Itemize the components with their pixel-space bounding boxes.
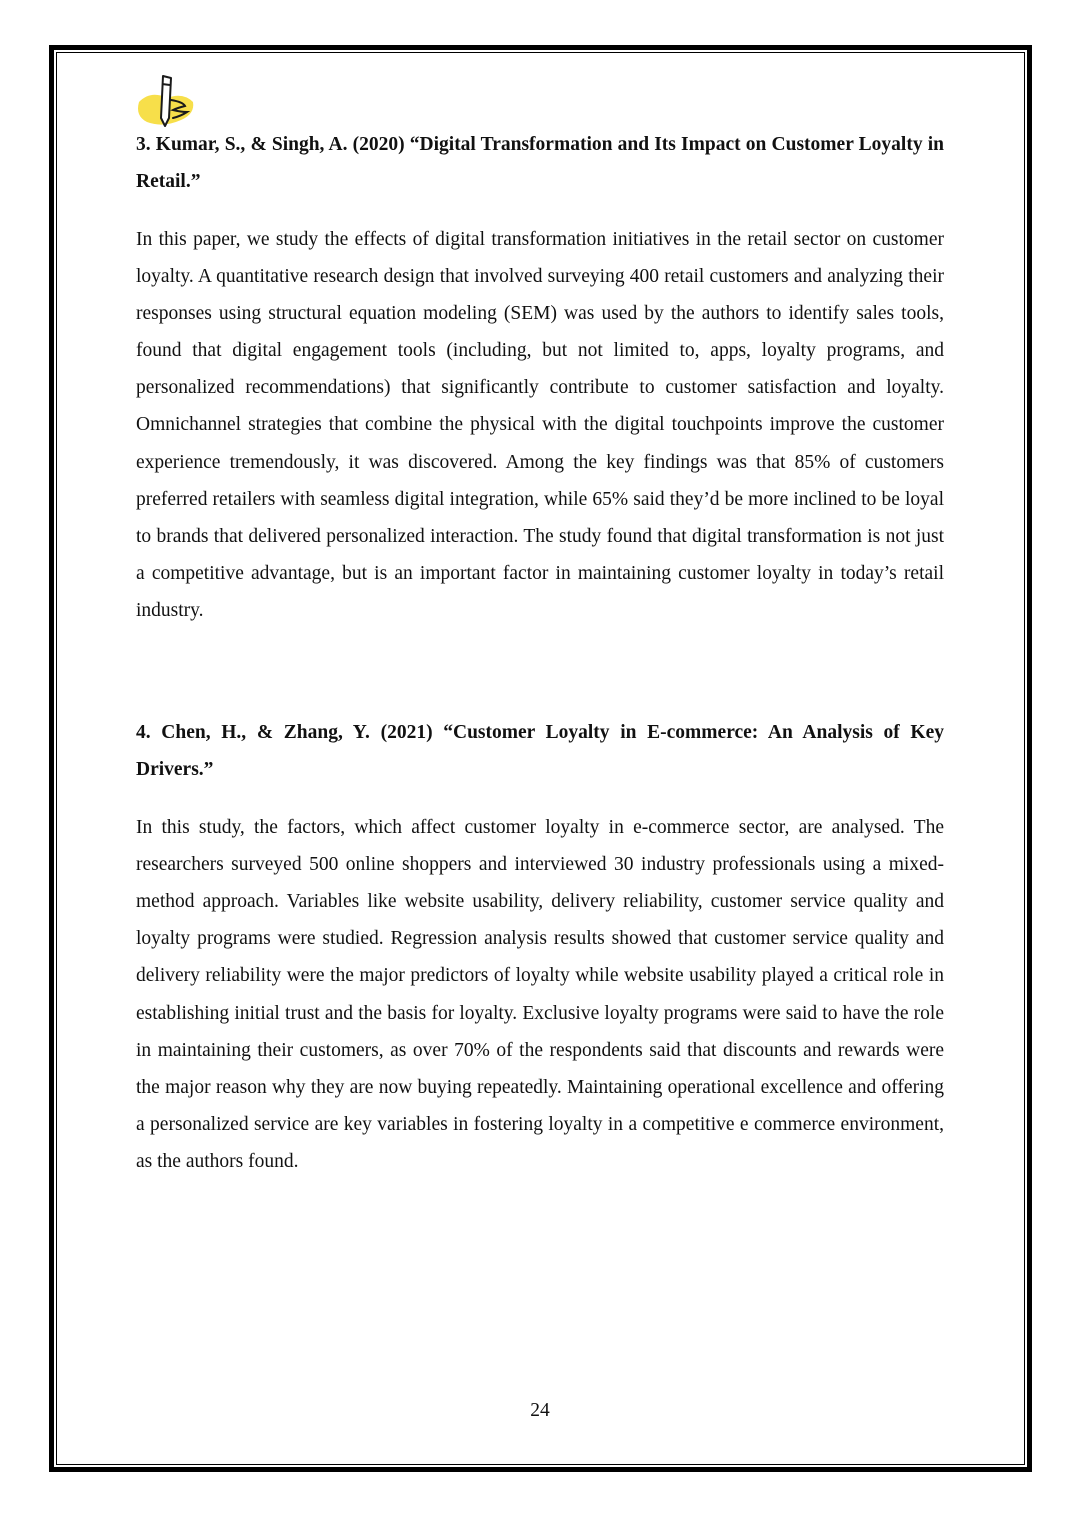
reference-4-title: 4. Chen, H., & Zhang, Y. (2021) “Customer Loyalty in E-commerce: An Analysis of Key Drivers.” [136,722,944,781]
page-number: 24 [530,1400,550,1421]
reference-4 [136,714,944,1180]
reference-3-body: In this paper, we study the effects of digital transformation initiatives in the retail sector on customer loyalty. A quantitative research design that involved surveying 400 retail customers and analyzing their responses using structural equation modeling (SEM) was used by the authors to identify sales tools, found that digital engagement tools (including, but not limited to, apps, loyalty programs, and personalized recommendations) that significantly contribute to customer satisfaction and loyalty. Omnichannel strategies that combine the physical with the digital touchpoints improve the customer experience tremendously, it was discovered. Among the key findings was that 85% of customers preferred retailers with seamless digital integration, while 65% said they’d be more inclined to be loyal to brands that delivered personalized interaction. The study found that digital transformation is not just a competitive advantage, but is an important factor in maintaining customer loyalty in today’s retail industry. [136,229,944,621]
reference-3 [136,126,944,629]
reference-3-title: 3. Kumar, S., & Singh, A. (2020) “Digital Transformation and Its Impact on Customer Loyalty in Retail.” [136,134,944,192]
pen-writing-icon [133,72,199,130]
reference-4-body: In this study, the factors, which affect customer loyalty in e-commerce sector, are analysed. The researchers surveyed 500 online shoppers and interviewed 30 industry professionals using a mixed-method approach. Variables like website usability, delivery reliability, customer service quality and loyalty programs were studied. Regression analysis results showed that customer service quality and delivery reliability were the major predictors of loyalty while website usability played a critical role in establishing initial trust and the basis for loyalty. Exclusive loyalty programs were said to have the role in maintaining their customers, as over 70% of the respondents said that discounts and rewards were the major reason why they are now buying repeatedly. Maintaining operational excellence and offering a personalized service are key variables in fostering loyalty in a competitive e commerce environment, as the authors found. [136,817,944,1172]
document-content [136,126,944,1180]
